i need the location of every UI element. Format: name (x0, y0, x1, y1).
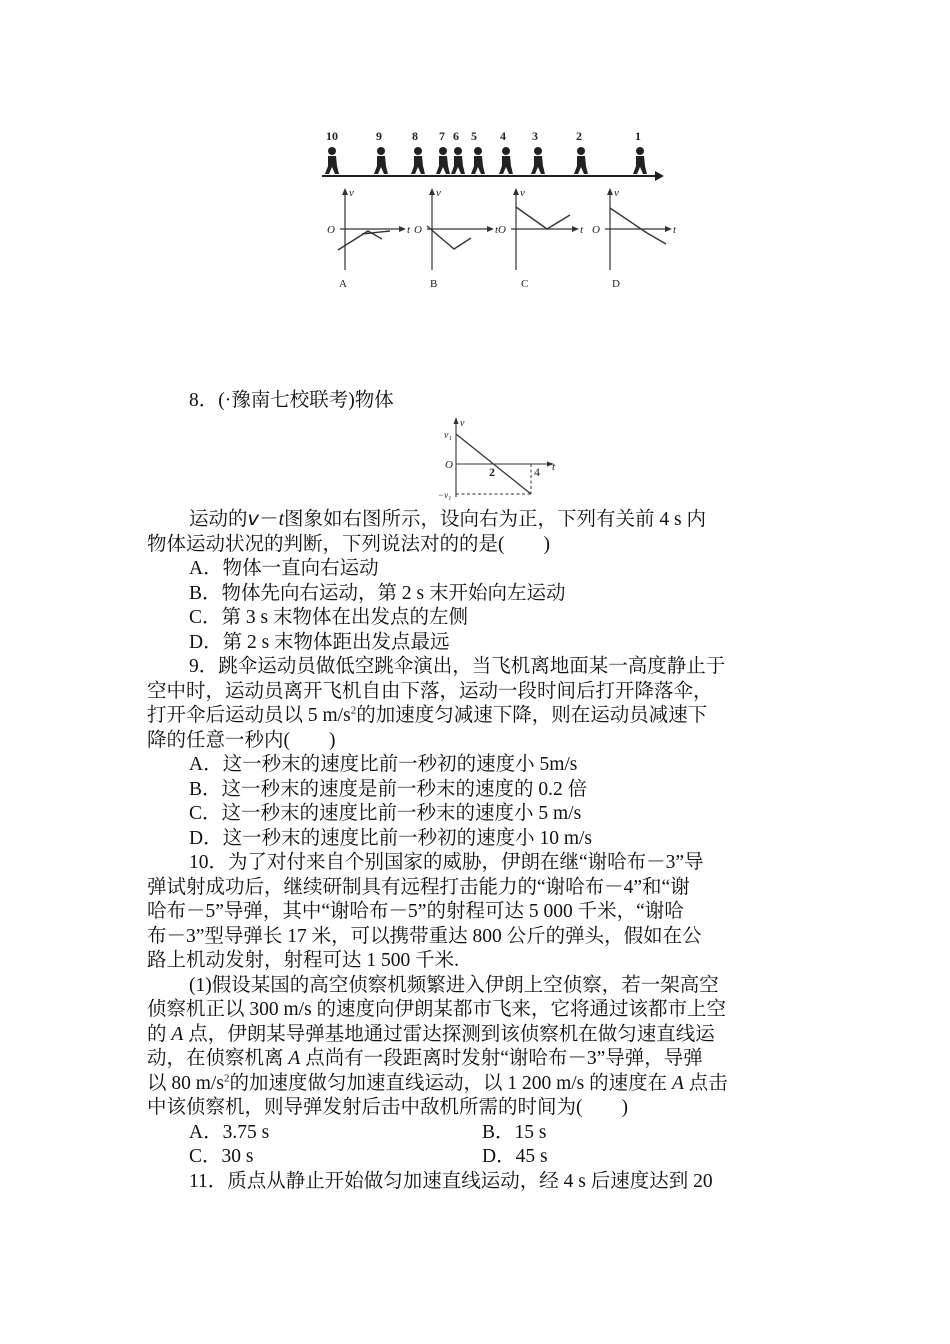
q10-sub-line: 动，在侦察机离 A 点尚有一段距离时发射“谢哈布－3”导弹，导弹 (147, 1048, 703, 1069)
svg-text:t: t (552, 461, 556, 473)
q10-options-row (147, 1145, 728, 1170)
q9-option-a: A．这一秒末的速度比前一秒初的速度小 5m/s (189, 754, 578, 775)
graph-letter: D (612, 278, 620, 290)
q11-line: 11．质点从静止开始做匀加速直线运动，经 4 s 后速度达到 20 (189, 1170, 713, 1192)
q8-header: 8．(·豫南七校联考)物体 (189, 390, 394, 411)
graph-letter: C (521, 278, 529, 290)
q8-line: 物体运动状况的判断，下列说法对的的是( ) (147, 533, 550, 555)
q9-line: 9．跳伞运动员做低空跳伞演出，当飞机离地面某一高度静止于 (189, 656, 726, 677)
arrow-icon (655, 171, 664, 181)
svg-text:O: O (445, 459, 453, 471)
q9-option-d: D．这一秒末的速度比前一秒初的速度小 10 m/s (189, 827, 593, 849)
q8-line: 运动的v－t图象如右图所示，设向右为正，下列有关前 4 s 内 (189, 507, 706, 530)
svg-text:v: v (520, 187, 525, 199)
svg-text:v: v (460, 418, 465, 429)
walker-number: 10 (326, 129, 338, 143)
walker-number: 4 (500, 129, 506, 143)
svg-text:O: O (592, 224, 600, 236)
walker-icon (374, 147, 388, 174)
q8-option-b: B．物体先向右运动，第 2 s 末开始向左运动 (189, 582, 566, 604)
q10-sub-line: 的 A 点，伊朗某导弹基地通过雷达探测到该侦察机在做匀速直线运 (147, 1023, 715, 1045)
svg-text:v: v (349, 187, 354, 199)
svg-text:v: v (436, 187, 441, 199)
q10-option-c: C．30 s (189, 1146, 254, 1167)
svg-text:t: t (580, 224, 584, 236)
q10-sub-line: 中该侦察机，则导弹发射后击中敌机所需的时间为( ) (147, 1097, 628, 1118)
q10-line: 10．为了对付来自个别国家的威胁，伊朗在继“谢哈布－3”导 (189, 852, 704, 873)
walker-icon (411, 147, 425, 174)
svg-text:O: O (327, 224, 335, 236)
svg-text:2: 2 (489, 465, 495, 479)
walker-icon (436, 147, 450, 174)
walker-icon (451, 147, 465, 174)
q10-line: 布－3”型导弹长 17 米，可以携带重达 800 公斤的弹头，假如在公 (147, 925, 702, 947)
q10-sub-line: 以 80 $m/s^2$的加速度做匀加速直线运动，以 1 200 m/s 的速度在 A 点击 (147, 1072, 728, 1094)
q9-line: 降的任意一秒内( ) (147, 729, 336, 751)
q10-sub-line: (1)假设某国的高空侦察机频繁进入伊朗上空侦察，若一架高空 (189, 974, 719, 996)
q9-option-b: B．这一秒末的速度是前一秒末的速度的 0.2 倍 (189, 778, 588, 800)
svg-text:4: 4 (534, 465, 540, 479)
walker-number: 7 (439, 129, 445, 143)
svg-text:−v₁: −v₁ (438, 490, 452, 500)
q10-option-d: D．45 s (482, 1146, 548, 1167)
walker-icon (471, 147, 485, 174)
walker-number: 8 (412, 129, 418, 143)
q9-line: 打开伞后运动员以 5 $m/s^2$的加速度匀减速下降，则在运动员减速下 (147, 704, 708, 726)
walker-icon (531, 147, 545, 174)
q8-body (147, 507, 728, 1194)
graph-a (327, 187, 411, 290)
walker-number: 5 (471, 129, 477, 143)
walker-icon (499, 147, 513, 174)
q10-line: 弹试射成功后，继续研制具有远程打击能力的“谢哈布－4”和“谢 (147, 876, 690, 898)
walker-icon (574, 147, 588, 174)
q10-line: 路上机动发射，射程可达 1 500 千米. (147, 950, 460, 971)
svg-text:O: O (414, 224, 422, 236)
graph-c (498, 187, 584, 290)
q10-option-b: B．15 s (482, 1121, 547, 1143)
svg-text:v: v (614, 187, 619, 199)
walker-figure (0, 0, 950, 300)
walker-number: 9 (376, 129, 382, 143)
q8-option-c: C．第 3 s 末物体在出发点的左侧 (189, 607, 468, 628)
q8-vt-graph (428, 415, 568, 505)
graph-d (592, 187, 677, 290)
walker-number: 1 (635, 129, 641, 143)
graph-letter: B (430, 278, 438, 290)
walker-icon (325, 147, 339, 174)
walker-number: 2 (576, 129, 582, 143)
q8-option-a: A．物体一直向右运动 (189, 558, 379, 579)
svg-text:t: t (495, 224, 499, 236)
svg-text:t: t (673, 224, 677, 236)
svg-text:t: t (407, 224, 411, 236)
q8-option-d: D．第 2 s 末物体距出发点最远 (189, 631, 450, 653)
graph-letter: A (339, 278, 347, 290)
q10-line: 哈布－5”导弹，其中“谢哈布－5”的射程可达 5 000 千米，“谢哈 (147, 901, 684, 922)
q9-line: 空中时，运动员离开飞机自由下落，运动一段时间后打开降落伞， (147, 680, 713, 702)
graph-b (414, 187, 499, 290)
walker-number: 6 (453, 129, 459, 143)
q10-options-row (147, 1121, 728, 1146)
q9-option-c: C．这一秒末的速度比前一秒末的速度小 5 m/s (189, 803, 582, 824)
q10-sub-line: 侦察机正以 300 m/s 的速度向伊朗某都市飞来，它将通过该都市上空 (147, 999, 727, 1020)
walker-icon (633, 147, 647, 174)
walker-number: 3 (532, 129, 538, 143)
q10-option-a: A．3.75 s (189, 1121, 270, 1143)
svg-text:v₁: v₁ (444, 430, 452, 441)
svg-text:O: O (498, 224, 506, 236)
